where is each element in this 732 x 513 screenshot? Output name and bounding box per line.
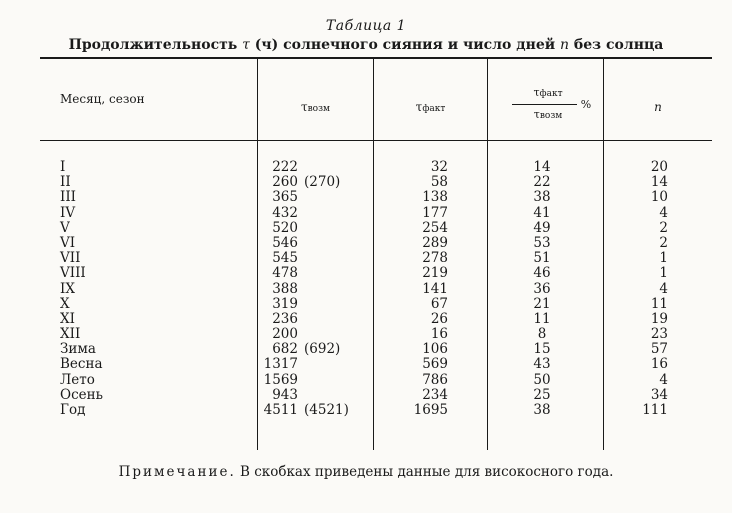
cell-leap	[304, 251, 366, 266]
ratio-numerator	[508, 86, 588, 99]
title-part-c: без солнца	[569, 37, 664, 53]
cell-leap	[304, 190, 366, 205]
cell-pct: 21	[533, 295, 551, 312]
cell-fakt: 234	[422, 386, 448, 403]
cell-vozm: 682	[272, 341, 298, 358]
cell-n: 20	[650, 159, 668, 175]
cell-leap	[304, 160, 366, 175]
cell-vozm: 365	[272, 189, 298, 206]
column-n	[620, 160, 668, 418]
cell-fakt: 67	[430, 295, 448, 312]
tau-symbol: τ	[533, 86, 540, 99]
cell-label: VII	[60, 250, 81, 267]
cell-pct: 46	[533, 265, 551, 282]
cell-n: 2	[659, 219, 668, 236]
cell-pct: 49	[533, 219, 551, 236]
title-n-symbol: n	[560, 37, 570, 53]
table-note	[0, 464, 732, 480]
cell-leap	[304, 297, 366, 312]
cell-leap	[304, 327, 366, 342]
cell-n: 4	[659, 280, 668, 297]
column-tau-fakt	[380, 160, 448, 418]
cell-fakt: 177	[422, 204, 448, 221]
title-part-a: Продолжительность	[68, 37, 243, 53]
cell-fakt: 106	[422, 341, 448, 358]
ratio-denominator	[508, 108, 588, 121]
header-rule	[40, 140, 712, 141]
cell-leap	[304, 236, 366, 251]
cell-fakt: 141	[422, 280, 448, 297]
column-divider	[487, 58, 488, 450]
tau-symbol: τ	[300, 100, 308, 114]
cell-fakt: 32	[430, 159, 448, 175]
header-tau-fakt	[374, 100, 487, 114]
column-divider	[603, 58, 604, 450]
cell-fakt: 1695	[413, 402, 448, 418]
table-title	[0, 37, 732, 53]
cell-leap: (4521)	[304, 402, 349, 418]
column-leap-year	[304, 160, 366, 418]
top-rule	[40, 57, 712, 59]
cell-vozm: 1569	[263, 371, 298, 388]
cell-label: I	[60, 159, 66, 175]
cell-pct: 22	[533, 174, 551, 191]
title-tau-symbol: τ	[242, 37, 250, 53]
cell-n: 19	[650, 310, 668, 327]
cell-vozm: 200	[272, 326, 298, 343]
cell-pct: 50	[533, 371, 551, 388]
cell-n: 4	[659, 204, 668, 221]
cell-label: XI	[60, 310, 75, 327]
cell-vozm: 319	[272, 295, 298, 312]
vozm-subscript: возм	[307, 104, 331, 114]
cell-pct: 43	[533, 356, 551, 373]
cell-label: IX	[60, 280, 75, 297]
cell-vozm: 478	[272, 265, 298, 282]
cell-n: 11	[650, 295, 668, 312]
cell-leap	[304, 357, 366, 372]
cell-fakt: 26	[430, 310, 448, 327]
fraction-line	[512, 104, 577, 105]
vozm-subscript: возм	[539, 111, 563, 121]
cell-fakt: 786	[422, 371, 448, 388]
cell-leap	[304, 282, 366, 297]
cell-label: Весна	[60, 356, 103, 373]
cell-leap	[304, 388, 366, 403]
cell-label: XII	[60, 326, 81, 343]
cell-leap	[304, 206, 366, 221]
cell-vozm: 546	[272, 234, 298, 251]
cell-fakt: 58	[430, 174, 448, 191]
cell-label: III	[60, 189, 76, 206]
column-divider	[257, 58, 258, 450]
cell-pct: 53	[533, 234, 551, 251]
cell-fakt: 219	[422, 265, 448, 282]
table-number: Таблица 1	[325, 18, 407, 34]
cell-pct: 41	[533, 204, 551, 221]
cell-pct: 8	[537, 326, 547, 343]
cell-n: 1	[659, 265, 668, 282]
cell-pct: 51	[533, 250, 551, 267]
cell-vozm: 4511	[263, 402, 298, 418]
cell-fakt: 138	[422, 189, 448, 206]
column-tau-vozm	[260, 160, 298, 418]
header-n: n	[654, 100, 662, 114]
note-label: Примечание.	[118, 464, 236, 480]
cell-fakt: 569	[422, 356, 448, 373]
title-part-b: (ч) солнечного сияния и число дней	[249, 37, 560, 53]
cell-n: 14	[650, 174, 668, 191]
cell-label: IV	[60, 204, 76, 221]
cell-leap	[304, 221, 366, 236]
cell-label: X	[60, 295, 70, 312]
column-ratio-percent	[520, 160, 564, 418]
cell-vozm: 388	[272, 280, 298, 297]
cell-pct: 36	[533, 280, 551, 297]
column-divider	[373, 58, 374, 450]
cell-label: VI	[60, 234, 76, 251]
cell-pct: 38	[533, 189, 551, 206]
cell-leap	[304, 266, 366, 281]
cell-leap: (270)	[304, 174, 341, 191]
header-month: Месяц, сезон	[60, 92, 145, 106]
cell-label: V	[60, 219, 70, 236]
cell-pct: 11	[533, 310, 551, 327]
cell-label: Зима	[60, 341, 96, 358]
cell-vozm: 222	[272, 159, 298, 175]
cell-label: Год	[60, 402, 86, 418]
cell-leap	[304, 373, 366, 388]
cell-fakt: 254	[422, 219, 448, 236]
cell-vozm: 260	[272, 174, 298, 191]
cell-label: Осень	[60, 386, 103, 403]
fakt-subscript: факт	[422, 104, 446, 114]
cell-pct: 15	[533, 341, 551, 358]
cell-vozm: 520	[272, 219, 298, 236]
cell-pct: 38	[533, 402, 551, 418]
note-text: В скобках приведены данные для високосного года.	[235, 464, 614, 480]
cell-leap	[304, 312, 366, 327]
fakt-subscript: факт	[539, 89, 563, 99]
cell-n: 2	[659, 234, 668, 251]
column-month	[60, 160, 240, 418]
cell-fakt: 278	[422, 250, 448, 267]
cell-vozm: 545	[272, 250, 298, 267]
cell-fakt: 289	[422, 234, 448, 251]
tau-symbol: τ	[533, 108, 540, 121]
cell-n: 16	[650, 356, 668, 373]
cell-n: 23	[650, 326, 668, 343]
cell-pct: 14	[533, 159, 551, 175]
cell-fakt: 16	[430, 326, 448, 343]
cell-vozm: 236	[272, 310, 298, 327]
cell-n: 111	[642, 402, 668, 418]
cell-label: VIII	[60, 265, 86, 282]
cell-n: 10	[650, 189, 668, 206]
cell-vozm: 943	[272, 386, 298, 403]
header-tau-vozm	[258, 100, 373, 114]
cell-n: 57	[650, 341, 668, 358]
tau-symbol: τ	[415, 100, 423, 114]
cell-leap: (692)	[304, 341, 341, 358]
cell-label: Лето	[60, 371, 95, 388]
cell-label: II	[60, 174, 71, 191]
cell-n: 4	[659, 371, 668, 388]
cell-vozm: 1317	[263, 356, 298, 373]
percent-sign: %	[580, 98, 592, 111]
cell-pct: 25	[533, 386, 551, 403]
cell-n: 34	[650, 386, 668, 403]
cell-n: 1	[659, 250, 668, 267]
cell-vozm: 432	[272, 204, 298, 221]
